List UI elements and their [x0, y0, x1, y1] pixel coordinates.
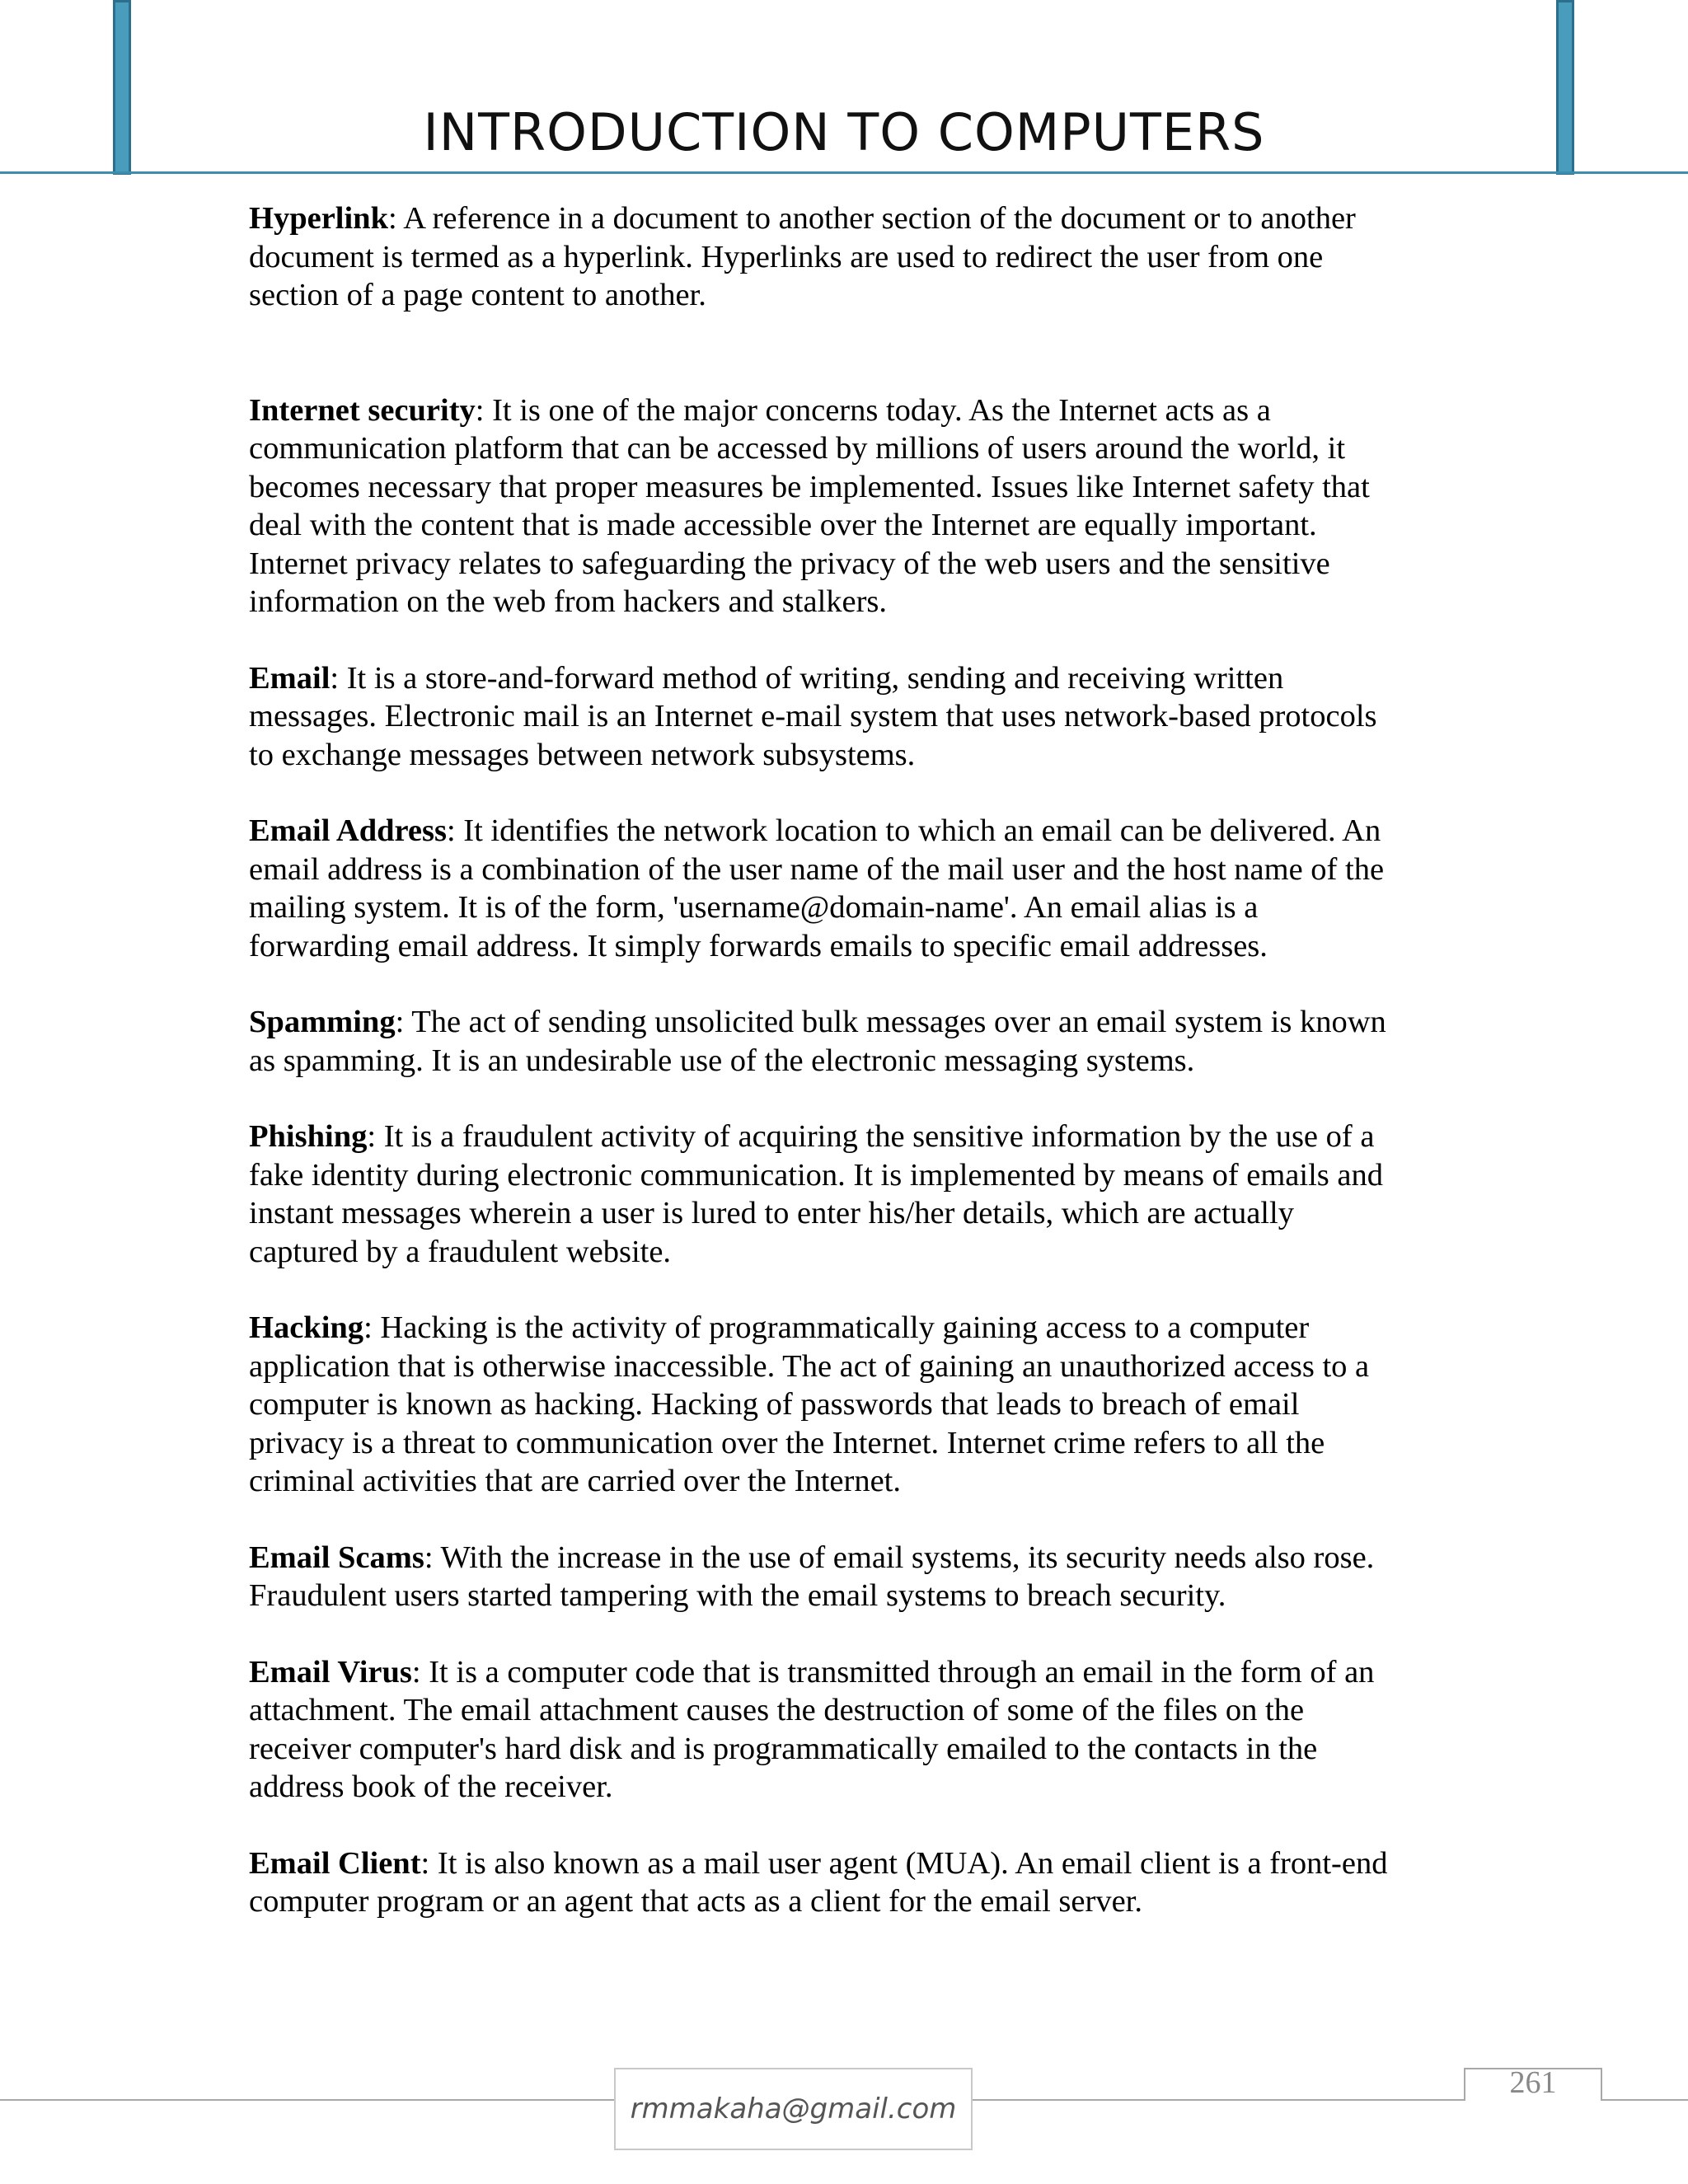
spacer [249, 1615, 1461, 1653]
entry-line: instant messages wherein a user is lured to enter his/her details, which are actually [249, 1196, 1294, 1230]
footer-divider-middle [973, 2099, 1464, 2101]
spacer [249, 774, 1461, 812]
glossary-entry-hacking [249, 1309, 1461, 1501]
glossary-entry-phishing [249, 1118, 1461, 1271]
entry-line: application that is otherwise inaccessible. The act of gaining an unauthorized access to a [249, 1348, 1370, 1384]
glossary-entry-email-scams [249, 1539, 1461, 1615]
entry-line: deal with the content that is made accessible over the Internet are equally important. [249, 508, 1317, 542]
entry-line [249, 199, 1461, 238]
entry-line: Internet privacy relates to safeguarding the privacy of the web users and the sensitive [249, 546, 1330, 581]
footer-divider-right [1602, 2099, 1688, 2101]
entry-line [249, 1539, 1461, 1577]
entry-term: Email Virus [249, 1654, 412, 1690]
entry-text: : It is also known as a mail user agent (MUA). An email client is a front-end [420, 1845, 1388, 1881]
entry-term: Hacking [249, 1310, 364, 1345]
entry-text: : With the increase in the use of email systems, its security needs also rose. [424, 1540, 1375, 1575]
entry-line: attachment. The email attachment causes the destruction of some of the files on the [249, 1693, 1305, 1727]
spacer [249, 621, 1461, 659]
entry-line: document is termed as a hyperlink. Hyperlinks are used to redirect the user from one [249, 239, 1324, 274]
entry-line: mailing system. It is of the form, 'username@domain-name'. An email alias is a [249, 890, 1259, 925]
entry-line [249, 391, 1461, 430]
entry-text: : It identifies the network location to which an email can be delivered. An [446, 813, 1381, 848]
entry-line: forwarding email address. It simply forwards emails to specific email addresses. [249, 928, 1268, 963]
entry-line: computer program or an agent that acts as a client for the email server. [249, 1884, 1142, 1919]
footer-email: rmmakaha@gmail.com [630, 2093, 957, 2125]
entry-line: captured by a fraudulent website. [249, 1234, 672, 1269]
glossary-entry-email-address [249, 812, 1461, 965]
glossary-entry-spamming [249, 1003, 1461, 1080]
entry-line: as spamming. It is an undesirable use of the electronic messaging systems. [249, 1043, 1195, 1078]
entry-text: : It is one of the major concerns today. As the Internet acts as a [475, 392, 1271, 428]
glossary-entry-hyperlink [249, 199, 1461, 315]
entry-line: messages. Electronic mail is an Internet e-mail system that uses network-based protocols [249, 699, 1377, 733]
entry-line: computer is known as hacking. Hacking of passwords that leads to breach of email [249, 1387, 1300, 1422]
entry-line: email address is a combination of the user name of the mail user and the host name of the [249, 851, 1385, 887]
entry-line: Fraudulent users started tampering with the email systems to breach security. [249, 1578, 1226, 1613]
entry-line: information on the web from hackers and stalkers. [249, 584, 888, 619]
glossary-entry-email-client [249, 1844, 1461, 1921]
entry-term: Email [249, 660, 331, 696]
entry-line: to exchange messages between network subsystems. [249, 737, 916, 772]
spacer [249, 965, 1461, 1003]
entry-text: : It is a fraudulent activity of acquiring the sensitive information by the use of a [367, 1119, 1375, 1154]
header-divider [0, 171, 1688, 174]
page-title: INTRODUCTION TO COMPUTERS [423, 102, 1265, 162]
entry-line [249, 1309, 1461, 1347]
spacer [249, 1080, 1461, 1118]
entry-line [249, 659, 1461, 698]
entry-term: Email Client [249, 1845, 421, 1881]
entry-line [249, 1653, 1461, 1692]
entry-text: : It is a computer code that is transmitted through an email in the form of an [411, 1654, 1375, 1690]
entry-term: Spamming [249, 1005, 396, 1039]
entry-line: privacy is a threat to communication over the Internet. Internet crime refers to all the [249, 1425, 1325, 1460]
entry-line: becomes necessary that proper measures be implemented. Issues like Internet safety that [249, 469, 1370, 504]
spacer [249, 1271, 1461, 1309]
entry-term: Phishing [249, 1119, 368, 1154]
entry-text: : Hacking is the activity of programmatically gaining access to a computer [363, 1310, 1310, 1345]
footer-divider-left [0, 2099, 614, 2101]
entry-line: section of a page content to another. [249, 278, 706, 312]
entry-term: Email Address [249, 813, 447, 848]
entry-term: Internet security [249, 392, 476, 428]
spacer [249, 1807, 1461, 1844]
entry-line: fake identity during electronic communication. It is implemented by means of emails and [249, 1157, 1383, 1193]
entry-line [249, 1844, 1461, 1883]
spacer [249, 315, 1461, 391]
footer-email-box [614, 2068, 973, 2150]
entry-line: address book of the receiver. [249, 1769, 613, 1804]
entry-text: : The act of sending unsolicited bulk messages over an email system is known [395, 1005, 1386, 1039]
glossary-entry-email [249, 659, 1461, 775]
entry-line: communication platform that can be accessed by millions of users around the world, it [249, 431, 1346, 466]
entry-line [249, 812, 1461, 851]
entry-term: Email Scams [249, 1540, 424, 1575]
entry-text: : A reference in a document to another section of the document or to another [388, 201, 1356, 236]
entry-term: Hyperlink [249, 201, 389, 236]
entry-line [249, 1003, 1461, 1042]
entry-text: : It is a store-and-forward method of writing, sending and receiving written [330, 660, 1284, 696]
entry-line: receiver computer's hard disk and is programmatically emailed to the contacts in the [249, 1731, 1318, 1766]
spacer [249, 1501, 1461, 1539]
glossary-entry-internet-security [249, 391, 1461, 621]
page-number: 261 [1509, 2065, 1557, 2100]
document-body [249, 199, 1461, 1921]
glossary-entry-email-virus [249, 1653, 1461, 1807]
entry-line: criminal activities that are carried over the Internet. [249, 1464, 901, 1498]
page-number-box [1464, 2065, 1602, 2101]
entry-line [249, 1118, 1461, 1156]
